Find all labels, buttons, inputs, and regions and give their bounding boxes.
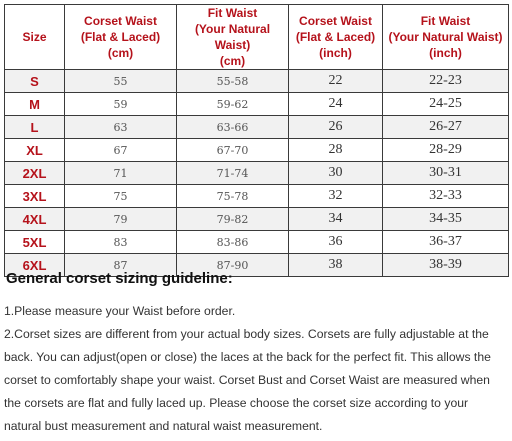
header-line: (Your Natural Waist) (194, 22, 271, 52)
table-row (5, 139, 509, 162)
fit-cm-cell: 55-58 (177, 70, 289, 93)
fit-inch-cell: 24-25 (383, 93, 509, 116)
header-corset-waist-cm (65, 5, 177, 70)
corset-cm-cell: 55 (65, 70, 177, 93)
fit-inch-cell: 38-39 (383, 254, 509, 277)
fit-cm-cell: 87-90 (177, 254, 289, 277)
corset-cm-cell: 67 (65, 139, 177, 162)
corset-inch-cell: 26 (289, 116, 383, 139)
table-row (5, 231, 509, 254)
header-size (5, 5, 65, 70)
header-line: (inch) (319, 46, 352, 60)
size-cell: 6XL (5, 254, 65, 277)
header-line: (cm) (219, 54, 246, 68)
guideline-paragraph: 2.Corset sizes are different from your actual body sizes. Corsets are fully adjustable at the back. You can adjust(open or close) the laces at the back for the perfect fit. This allows the corset to comfortably shape your waist. Corset Bust and Corset Waist are measured when the corsets are flat and fully laced up. Please choose the corset size according to your natural bust measurement and natural waist measurement. (4, 327, 491, 433)
fit-cm-cell: 63-66 (177, 116, 289, 139)
header-fit-waist-cm (177, 5, 289, 70)
size-cell: 5XL (5, 231, 65, 254)
guideline-text (4, 300, 504, 438)
size-chart-table (4, 4, 509, 277)
header-line: Fit Waist (207, 6, 258, 20)
table-row (5, 162, 509, 185)
corset-cm-cell: 79 (65, 208, 177, 231)
table-header-row (5, 5, 509, 70)
table-row (5, 185, 509, 208)
corset-cm-cell: 63 (65, 116, 177, 139)
guideline-paragraph: 1.Please measure your Waist before order. (4, 304, 236, 318)
fit-inch-cell: 26-27 (383, 116, 509, 139)
table-row (5, 208, 509, 231)
fit-cm-cell: 83-86 (177, 231, 289, 254)
header-line: (Flat & Laced) (295, 30, 376, 44)
size-cell: M (5, 93, 65, 116)
corset-inch-cell: 36 (289, 231, 383, 254)
corset-inch-cell: 38 (289, 254, 383, 277)
corset-inch-cell: 30 (289, 162, 383, 185)
header-line: (Flat & Laced) (80, 30, 161, 44)
header-line: Fit Waist (420, 14, 471, 28)
size-cell: XL (5, 139, 65, 162)
corset-inch-cell: 34 (289, 208, 383, 231)
header-line: Corset Waist (299, 14, 372, 28)
corset-inch-cell: 22 (289, 70, 383, 93)
header-line: (Your Natural Waist) (388, 30, 503, 44)
fit-cm-cell: 75-78 (177, 185, 289, 208)
corset-cm-cell: 83 (65, 231, 177, 254)
fit-inch-cell: 22-23 (383, 70, 509, 93)
fit-inch-cell: 30-31 (383, 162, 509, 185)
size-cell: L (5, 116, 65, 139)
fit-cm-cell: 67-70 (177, 139, 289, 162)
corset-cm-cell: 59 (65, 93, 177, 116)
table-row (5, 70, 509, 93)
fit-cm-cell: 79-82 (177, 208, 289, 231)
corset-cm-cell: 71 (65, 162, 177, 185)
corset-inch-cell: 24 (289, 93, 383, 116)
table-row (5, 116, 509, 139)
size-cell: 3XL (5, 185, 65, 208)
header-corset-waist-inch (289, 5, 383, 70)
corset-inch-cell: 32 (289, 185, 383, 208)
fit-inch-cell: 36-37 (383, 231, 509, 254)
header-fit-waist-inch (383, 5, 509, 70)
fit-inch-cell: 28-29 (383, 139, 509, 162)
corset-inch-cell: 28 (289, 139, 383, 162)
fit-cm-cell: 71-74 (177, 162, 289, 185)
size-cell: S (5, 70, 65, 93)
header-line: Size (22, 30, 47, 44)
corset-cm-cell: 87 (65, 254, 177, 277)
table-row (5, 93, 509, 116)
size-cell: 2XL (5, 162, 65, 185)
fit-cm-cell: 59-62 (177, 93, 289, 116)
corset-cm-cell: 75 (65, 185, 177, 208)
fit-inch-cell: 32-33 (383, 185, 509, 208)
header-line: (inch) (429, 46, 462, 60)
header-line: (cm) (107, 46, 134, 60)
header-line: Corset Waist (84, 14, 157, 28)
guideline-title: General corset sizing guideline: (6, 270, 233, 287)
fit-inch-cell: 34-35 (383, 208, 509, 231)
size-cell: 4XL (5, 208, 65, 231)
